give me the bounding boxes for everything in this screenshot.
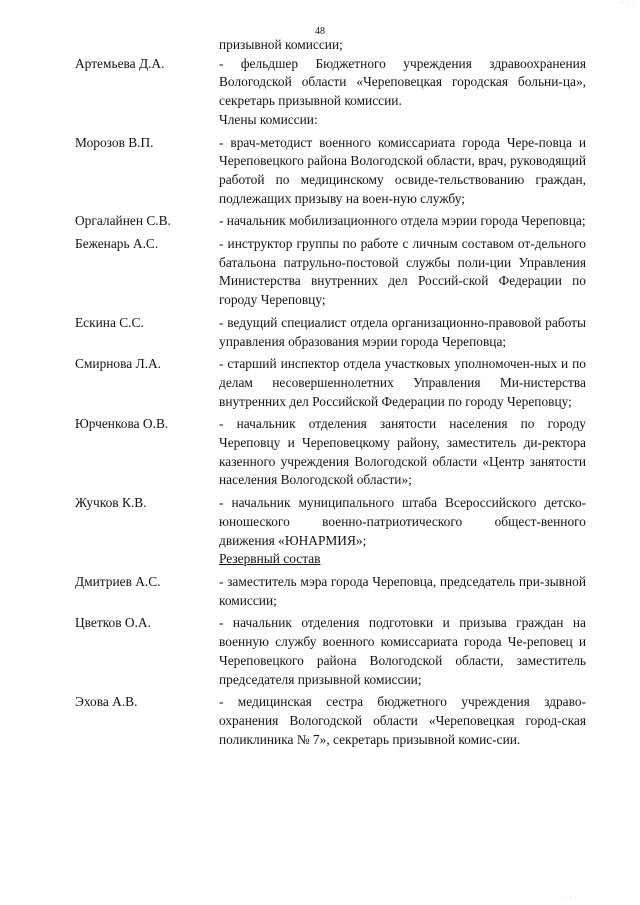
- member-name: Морозов В.П.: [75, 134, 154, 150]
- member-description: - старший инспектор отдела участковых уполномочен-ных и по делам несовершеннолетних Управления Ми-нистерства внутренних дел Российской Федерации по городу Череповцу;: [219, 356, 586, 409]
- scan-corner-mark: ·· · ·: [619, 0, 636, 6]
- reserve-name: Цветков О.А.: [75, 615, 151, 631]
- intro-text: призывной комиссии;: [219, 37, 343, 52]
- member-description: - начальник мобилизационного отдела мэрии города Череповца;: [219, 213, 586, 229]
- member-description: - начальник отделения занятости населения по городу Череповцу и Череповецкому району, заместитель ди-ректора казенного учреждения Вологодской области «Центр занятости населения Вологодской области»;: [219, 416, 586, 488]
- reserve-description: - заместитель мэра города Череповца, председатель при-зывной комиссии;: [219, 573, 586, 608]
- reserve-heading: Резервный состав: [219, 551, 321, 567]
- member-row: [0, 212, 640, 231]
- document-body: [0, 36, 640, 749]
- intro-row: [0, 36, 640, 55]
- member-description: - ведущий специалист отдела организационно-правовой работы управления образования мэрии города Череповца;: [219, 314, 586, 349]
- member-name: Оргалайнен С.В.: [75, 213, 171, 229]
- reserve-name: Дмитриев А.С.: [75, 573, 161, 589]
- member-name: Юрченкова О.В.: [75, 416, 169, 432]
- member-description: - начальник муниципального штаба Всероссийского детско-юношеского военно-патриотического общест-венного движения «ЮНАРМИЯ»;: [219, 495, 586, 548]
- page-number: 48: [315, 26, 325, 37]
- member-row: [0, 235, 640, 310]
- member-row: [0, 314, 640, 351]
- reserve-row: [0, 693, 640, 749]
- member-row: [0, 134, 640, 209]
- members-heading: Члены комиссии:: [219, 111, 318, 127]
- reserve-description: - медицинская сестра бюджетного учреждения здраво-охранения Вологодской области «Череповецкая город-ская поликлиника № 7», секретарь призывной комис-сии.: [219, 694, 586, 747]
- member-name: Артемьева Д.А.: [75, 55, 165, 71]
- member-row: [0, 355, 640, 411]
- members-heading-row: [0, 111, 640, 130]
- reserve-name: Эхова А.В.: [75, 694, 138, 710]
- member-description: - врач-методист военного комиссариата города Чере-повца и Череповецкого района Вологодской области, врач, руководящий работой по медицинскому освиде-тельствованию граждан, подлежащих призыву на воен-ную службу;: [219, 134, 586, 206]
- member-row: [0, 494, 640, 550]
- member-row: [0, 55, 640, 111]
- member-name: Смирнова Л.А.: [75, 356, 162, 372]
- member-row: [0, 415, 640, 490]
- reserve-description: - начальник отделения подготовки и призыва граждан на военную службу военного комиссариата города Че-реповец и Череповецкого района Вологодской области, заместитель председателя призывной комиссии;: [219, 615, 586, 687]
- reserve-row: [0, 614, 640, 689]
- member-name: Ескина С.С.: [75, 314, 144, 330]
- member-name: Беженарь А.С.: [75, 236, 159, 252]
- reserve-row: [0, 573, 640, 610]
- member-name: Жучков К.В.: [75, 495, 147, 511]
- member-description: - фельдшер Бюджетного учреждения здравоохранения Вологодской области «Череповецкая городская больни-ца», секретарь призывной комиссии.: [219, 55, 586, 109]
- reserve-heading-row: [0, 550, 640, 569]
- member-description: - инструктор группы по работе с личным составом от-дельного батальона патрульно-постовой службы поли-ции Управления Министерства внутренних дел Россий-ской Федерации по городу Череповцу;: [219, 236, 586, 308]
- scan-corner-mark: ·· · ·: [561, 895, 578, 901]
